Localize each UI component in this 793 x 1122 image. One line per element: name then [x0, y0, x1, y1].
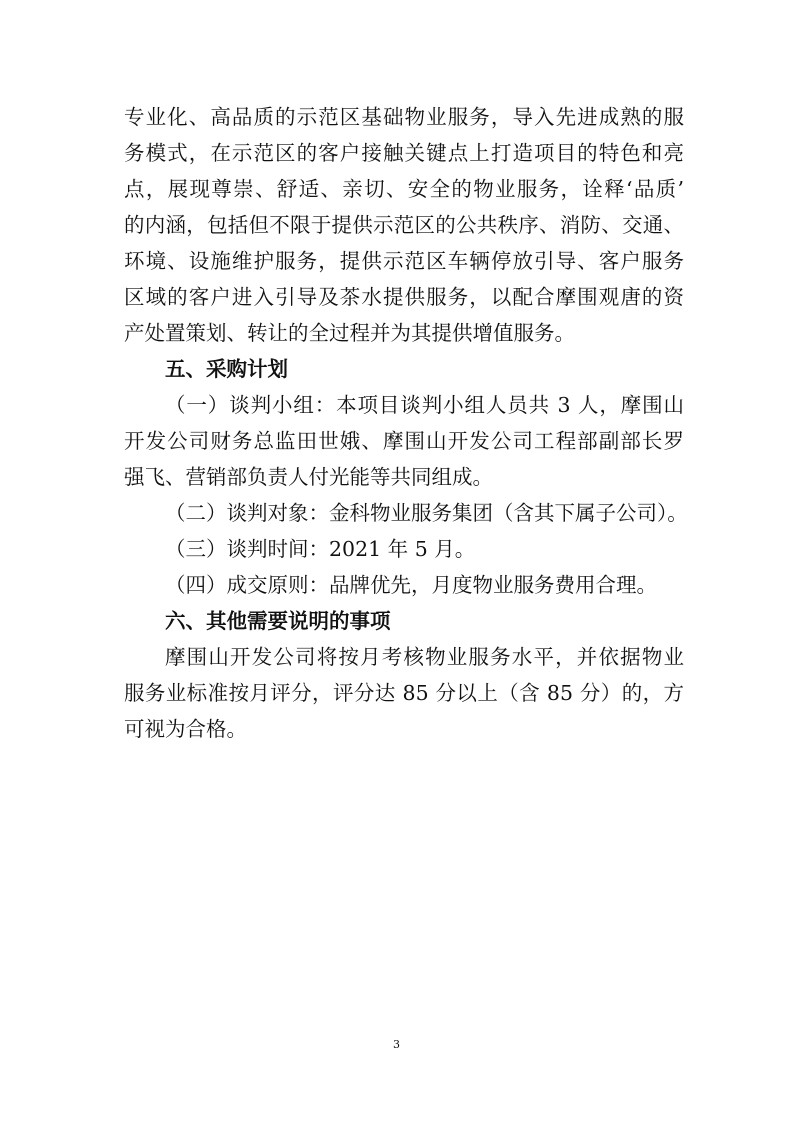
page-number: 3 [393, 1038, 400, 1051]
body-text-line: 专业化、高品质的示范区基础物业服务，导入先进成熟的服 [124, 105, 684, 129]
body-text-line: 务模式，在示范区的客户接触关键点上打造项目的特色和亮 [124, 141, 684, 165]
body-text-line: 的内涵，包括但不限于提供示范区的公共秩序、消防、交通、 [124, 213, 684, 237]
body-text-line: （三）谈判时间：2021 年 5 月。 [165, 537, 476, 561]
body-text-line: （一）谈判小组：本项目谈判小组人员共 3 人，摩围山 [165, 393, 684, 417]
body-text-line: （四）成交原则：品牌优先，月度物业服务费用合理。 [165, 573, 657, 597]
body-text-line: 区域的客户进入引导及茶水提供服务，以配合摩围观唐的资 [124, 285, 684, 309]
body-text-line: 强飞、营销部负责人付光能等共同组成。 [124, 465, 493, 489]
section-heading: 六、其他需要说明的事项 [165, 609, 391, 633]
section-heading: 五、采购计划 [165, 357, 288, 381]
body-text-line: 环境、设施维护服务，提供示范区车辆停放引导、客户服务 [124, 249, 684, 273]
body-text-line: 摩围山开发公司将按月考核物业服务水平，并依据物业 [165, 645, 684, 669]
body-text-line: 可视为合格。 [124, 717, 247, 741]
body-text-line: 服务业标准按月评分，评分达 85 分以上（含 85 分）的，方 [124, 681, 684, 705]
body-text-line: 产处置策划、转让的全过程并为其提供增值服务。 [124, 321, 575, 345]
body-text-line: 开发公司财务总监田世娥、摩围山开发公司工程部副部长罗 [124, 429, 684, 453]
body-text-line: （二）谈判对象：金科物业服务集团（含其下属子公司）。 [165, 501, 688, 525]
body-text-line: 点，展现尊崇、舒适、亲切、安全的物业服务，诠释‘品质’ [124, 177, 684, 201]
